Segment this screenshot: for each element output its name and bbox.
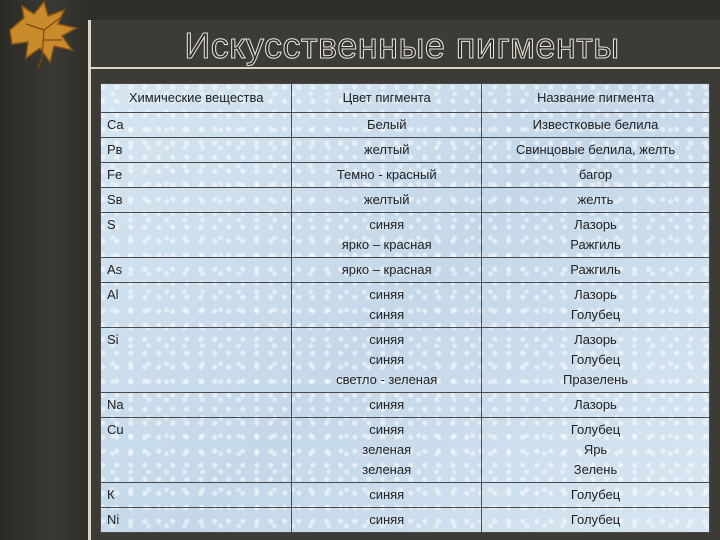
- pigment-name-line: Известковые белила: [532, 117, 659, 132]
- table-body: [101, 113, 710, 533]
- color-line: синяя: [369, 287, 405, 302]
- chemical-cell: Pв: [101, 138, 292, 163]
- pigment-name-line: Ражгиль: [570, 262, 621, 277]
- chemical-cell: As: [101, 258, 292, 283]
- chemical-cell: Fe: [101, 163, 292, 188]
- color-line: синяя: [369, 307, 405, 322]
- pigment-name-line: желть: [577, 192, 614, 207]
- color-cell: [292, 138, 482, 163]
- vertical-rule: [88, 20, 91, 540]
- pigment-name-line: Празелень: [562, 372, 629, 387]
- color-cell: [292, 113, 482, 138]
- color-line: синяя: [369, 422, 405, 437]
- pigment-name-line: Голубец: [570, 487, 621, 502]
- top-decor-bar: [88, 0, 720, 20]
- table-header-row: [101, 84, 710, 113]
- table-row: [101, 213, 710, 258]
- header-pigment-name: Название пигмента: [482, 84, 710, 113]
- color-cell: [292, 483, 482, 508]
- table-row: [101, 113, 710, 138]
- pigment-name-line: Голубец: [570, 512, 621, 527]
- chemical-cell: Si: [101, 328, 292, 393]
- color-line: светло - зеленая: [336, 372, 438, 387]
- pigment-name-cell: [482, 163, 710, 188]
- color-line: синяя: [369, 352, 405, 367]
- pigment-name-cell: [482, 418, 710, 483]
- pigment-name-cell: [482, 283, 710, 328]
- pigment-name-line: Голубец: [570, 307, 621, 322]
- color-cell: [292, 508, 482, 533]
- pigment-name-line: Лазорь: [574, 397, 617, 412]
- pigment-name-cell: [482, 393, 710, 418]
- table-row: [101, 163, 710, 188]
- color-line: Белый: [366, 117, 407, 132]
- chemical-cell: К: [101, 483, 292, 508]
- header-chemicals: Химические вещества: [101, 84, 292, 113]
- chemical-cell: S: [101, 213, 292, 258]
- chemical-cell: Sв: [101, 188, 292, 213]
- page-title: Искусственные пигменты: [184, 25, 620, 66]
- pigment-name-cell: [482, 508, 710, 533]
- pigment-name-line: багор: [578, 167, 613, 182]
- pigment-name-line: Ражгиль: [570, 237, 621, 252]
- table-row: [101, 258, 710, 283]
- autumn-leaf-icon: [2, 0, 86, 70]
- color-line: зеленая: [362, 442, 412, 457]
- pigment-name-cell: [482, 258, 710, 283]
- table-row: [101, 283, 710, 328]
- pigment-name-line: Лазорь: [574, 332, 617, 347]
- pigment-name-line: Свинцовые белила, желть: [515, 142, 676, 157]
- chemical-cell: Ni: [101, 508, 292, 533]
- color-line: Темно - красный: [336, 167, 437, 182]
- table-row: [101, 188, 710, 213]
- color-cell: [292, 418, 482, 483]
- pigment-name-cell: [482, 113, 710, 138]
- chemical-cell: Al: [101, 283, 292, 328]
- color-cell: [292, 258, 482, 283]
- color-line: желтый: [363, 192, 410, 207]
- table-row: [101, 418, 710, 483]
- color-line: ярко – красная: [341, 262, 432, 277]
- color-line: синяя: [369, 512, 405, 527]
- color-cell: [292, 393, 482, 418]
- color-cell: [292, 163, 482, 188]
- color-line: синяя: [369, 397, 405, 412]
- pigment-name-line: Лазорь: [574, 287, 617, 302]
- chemical-cell: Ca: [101, 113, 292, 138]
- pigment-name-line: Голубец: [570, 352, 621, 367]
- color-line: желтый: [363, 142, 410, 157]
- pigment-name-line: Зелень: [573, 462, 618, 477]
- color-line: ярко – красная: [341, 237, 432, 252]
- table-row: [101, 508, 710, 533]
- table-row: [101, 483, 710, 508]
- pigment-name-line: Голубец: [570, 422, 621, 437]
- header-color: Цвет пигмента: [292, 84, 482, 113]
- chemical-cell: Na: [101, 393, 292, 418]
- chemical-cell: Cu: [101, 418, 292, 483]
- color-cell: [292, 328, 482, 393]
- pigment-name-cell: [482, 138, 710, 163]
- table-row: [101, 138, 710, 163]
- pigment-name-line: Лазорь: [574, 217, 617, 232]
- table-row: [101, 393, 710, 418]
- color-cell: [292, 188, 482, 213]
- color-line: синяя: [369, 487, 405, 502]
- color-line: синяя: [369, 332, 405, 347]
- pigments-table: [100, 83, 710, 533]
- color-cell: [292, 213, 482, 258]
- color-line: синяя: [369, 217, 405, 232]
- table-row: [101, 328, 710, 393]
- left-decor-bar: [0, 0, 88, 540]
- pigment-name-cell: [482, 483, 710, 508]
- pigment-name-line: Ярь: [583, 442, 608, 457]
- pigment-name-cell: [482, 188, 710, 213]
- pigment-name-cell: [482, 328, 710, 393]
- color-cell: [292, 283, 482, 328]
- pigments-table-container: [100, 83, 710, 533]
- pigment-name-cell: [482, 213, 710, 258]
- color-line: зеленая: [362, 462, 412, 477]
